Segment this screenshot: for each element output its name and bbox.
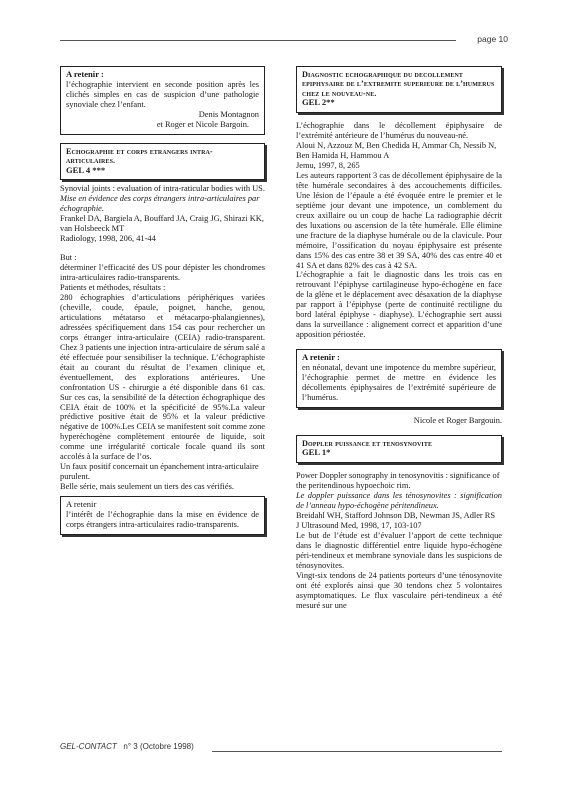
body-paragraph: L’échographie a fait le diagnostic dans les trois cas en retrouvant l’épiphyse cartilagineuse hypo-échogène en face de la glène et le déplacement avec désaxation de la diaphyse par rapport à l’épiphyse (perte de continuité rectiligne du bord latéral épiphyse - diaphyse). L’échographie sert aussi dans la surveillance : alignement correct et apparition d’une apposition périostée.	[296, 270, 502, 340]
retenir-text: en néonatal, devant une impotence du membre supérieur, l’échographie permet de mettre en évidence les décollements épiphysaires de l’extrémité supérieure de l’humérus.	[302, 363, 496, 402]
english-title: Synovial joints : evaluation of intra-raticular bodies with US.	[60, 184, 265, 194]
article-title: Doppler puissance et tenosynovite	[302, 438, 433, 448]
retenir-text: l’intérêt de l’échographie dans la mise en évidence de corps étrangers intra-articulaires radio-transparents.	[66, 510, 259, 529]
false-positive-text: Un faux positif concernait un épanchement intra-articulaire purulent.	[60, 462, 259, 482]
reference: Jemu, 1997, 8, 265	[296, 160, 360, 170]
gel-rating: GEL 2**	[302, 97, 335, 108]
article-title: Echographie et corps etrangers intra-articulaires.	[66, 146, 213, 166]
reference: Radiology, 1998, 206, 41-44	[60, 234, 156, 244]
signature-line-2: et Roger et Nicole Bargoin.	[156, 119, 249, 129]
methods-text: 280 échographies d’articulations périphériques variées (cheville, coude, épaule, poignet, hanche, genou, articulations métatarso et métacarpo-phalangiennes), adressées spécifiquement dans 154 cas pour rechercher un corps étranger intra-articulaire (CEIA) radio-transparent. Chez 3 patients une injection intra-articulaire de sérum salé a été effectuée pour sensibiliser la technique. L’échographiste était au courant du résultat de l’examen clinique et, éventuellement, des explorations antérieures. Une confrontation US - chirurgie a été disponible dans 61 cas. Sur ces cas, la sensibilité de la détection échographique des CEIA était de 100% et la spécificité de 95%.La valeur prédictive positive était de 95% et la valeur prédictive négative de 100%.Les CEIA se manifestent soit comme zone hyperéchogène complètement entourée de liquide, soit comme une irrégularité corticale focale quand ils sont accolés à la surface de l’os.	[60, 293, 265, 462]
body-paragraph: Vingt-six tendons de 24 patients porteurs d’une ténosynovite ont été explorés ainsi que 30 tendons chez 5 volontaires asymptomatiques. Le flux vasculaire péri-tendineux a été mesuré sur une	[296, 570, 502, 610]
retenir-box-2	[60, 496, 265, 535]
retenir-text: l’échographie intervient en seconde position après les clichés simples en cas de suspicion d’une pathologie synoviale chez l’enfant.	[66, 79, 259, 109]
body-paragraph: Les auteurs rapportent 3 cas de décollement épiphysaire de la tête humérale secondaires à des accouchements difficiles. Une lésion de l’épaule a été évoquée entre le premier et le septième jour devant une impotence, un comblement du creux axillaire ou un coup de hache La radiographie décrit des luxations ou ascension de la tête humérale. Elle élimine une fracture de la diaphyse humérale ou de la clavicule. Pour mémoire, l’ossification du noyau épiphysaire est présente dans 15% des cas entre 38 et 39 SA, 40% des cas entre 40 et 41 SA et dans 82% des cas à 42 SA.	[296, 170, 502, 270]
retenir-box-1	[60, 66, 265, 135]
aim-text: déterminer l’efficacité des US pour dépister les chondromes intra-articulaires radio-transparents.	[60, 263, 265, 283]
article-heading-box	[296, 435, 502, 463]
body-paragraph: Le but de l’étude est d’évaluer l’apport de cette technique dans le diagnostic différentiel entre liquide hypo-échogène péri-tendineux et membrane synoviale dans les suspicions de ténosynovites.	[296, 530, 502, 570]
retenir-title: A retenir :	[66, 69, 104, 79]
methods-label: Patients et méthodes, résultats :	[60, 283, 166, 293]
french-title: Le doppler puissance dans les ténosynovites : signification de l’anneau hypo-échogène péritendineux.	[296, 491, 502, 511]
article-heading-box	[296, 66, 502, 113]
footer-rule	[212, 751, 502, 752]
article-title: Diagnostic echographique du decollement epiphysaire de l’extremite superieure de l’humerus chez le nouveau-ne.	[302, 70, 495, 98]
authors: Aloui N, Azzouz M, Ben Chedida H, Ammar Ch, Nessib N, Ben Hamida H, Hammou A	[296, 141, 497, 161]
footer-brand: GEL-CONTACT	[60, 742, 117, 751]
english-title: Power Doppler sonography in tenosynovitis : significance of the peritendinous hypoechoic rim.	[296, 471, 500, 491]
footer	[60, 742, 194, 751]
gel-rating: GEL 4 ***	[66, 164, 106, 175]
retenir-box-3	[296, 349, 502, 408]
article-heading-box	[60, 143, 265, 181]
retenir-title: A retenir	[66, 499, 97, 510]
signature-line-1: Denis Montagnon	[198, 109, 259, 119]
reference: J Ultrasound Med, 1998, 17, 103-107	[296, 520, 422, 530]
conclusion-text: Belle série, mais seulement un tiers des cas vérifiés.	[60, 482, 234, 492]
page-number: page 10	[477, 34, 508, 44]
french-title: Mise en évidence des corps étrangers intra-articulaires par échographie.	[60, 194, 260, 214]
right-column	[296, 66, 502, 611]
left-column	[60, 66, 265, 539]
authors: Frankel DA, Bargiela A, Bouffard JA, Craig JG, Shirazi KK, van Holsbeeck MT	[60, 214, 264, 234]
authors: Breidahl WH, Stafford Johnson DB, Newman JS, Adler RS	[296, 511, 496, 521]
header-rule	[60, 40, 456, 41]
footer-issue: n° 3 (Octobre 1998)	[123, 742, 194, 751]
retenir-title: A retenir :	[302, 352, 340, 363]
gel-rating: GEL 1*	[302, 447, 331, 458]
signature: Nicole et Roger Bargouin.	[413, 415, 502, 425]
aim-label: But :	[60, 253, 77, 263]
french-title: L’échographie dans le décollement épiphysaire de l’extrémité antérieure de l’humérus du nouveau-né.	[296, 121, 502, 141]
